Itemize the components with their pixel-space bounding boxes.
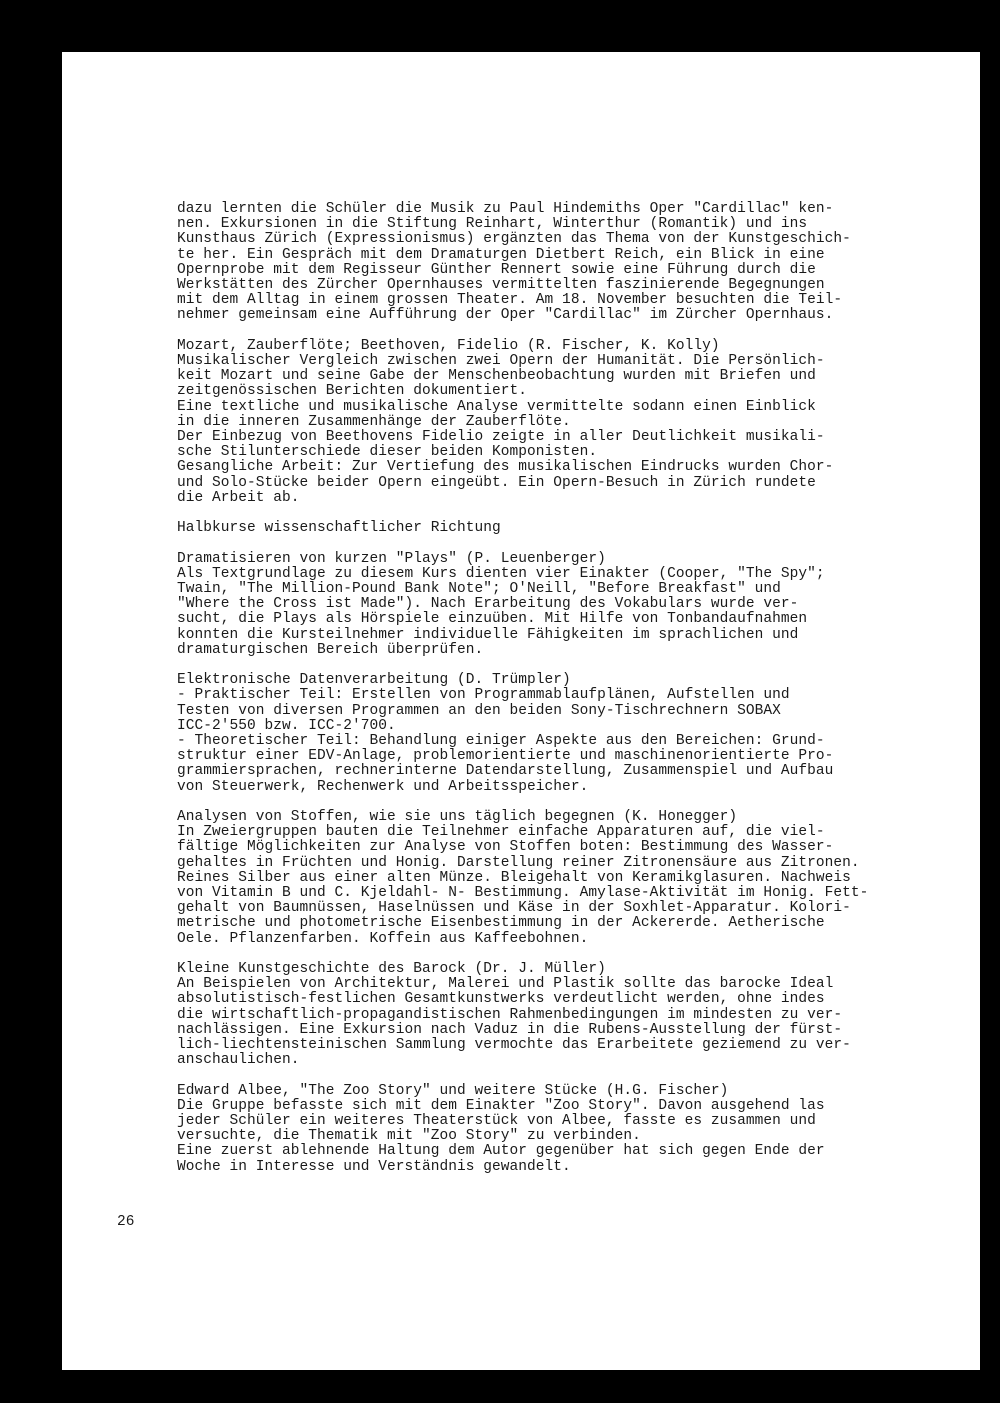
paragraph <box>177 810 917 947</box>
text-line: lich-liechtensteinischen Sammlung vermochte das Erarbeitete geziemend zu ver- <box>177 1037 851 1054</box>
text-line: jeder Schüler ein weiteres Theaterstück von Albee, fasste es zusammen und <box>177 1113 816 1130</box>
text-line: Mozart, Zauberflöte; Beethoven, Fidelio (R. Fischer, K. Kolly) <box>177 337 720 354</box>
text-line: Gesangliche Arbeit: Zur Vertiefung des musikalischen Eindrucks wurden Chor- <box>177 459 834 476</box>
text-line: gehaltes in Früchten und Honig. Darstellung reiner Zitronensäure aus Zitronen. <box>177 854 860 871</box>
text-line: In Zweiergruppen bauten die Teilnehmer einfache Apparaturen auf, die viel- <box>177 824 825 841</box>
text-line: Analysen von Stoffen, wie sie uns täglich begegnen (K. Honegger) <box>177 809 738 826</box>
text-line: Reines Silber aus einer alten Münze. Bleigehalt von Keramikglasuren. Nachweis <box>177 869 851 886</box>
text-line: metrische und photometrische Eisenbestimmung in der Ackererde. Aetherische <box>177 915 825 932</box>
paragraph <box>177 673 917 795</box>
text-line: "Where the Cross ist Made"). Nach Erarbeitung des Vokabulars wurde ver- <box>177 596 799 613</box>
text-line: Werkstätten des Zürcher Opernhauses vermittelten faszinierende Begegnungen <box>177 277 825 294</box>
paragraph <box>177 339 917 506</box>
text-line: struktur einer EDV-Anlage, problemorientierte und maschinenorientierte Pro- <box>177 748 834 765</box>
paragraph <box>177 962 917 1068</box>
text-line: nehmer gemeinsam eine Aufführung der Oper "Cardillac" im Zürcher Opernhaus. <box>177 307 834 324</box>
text-line: konnten die Kursteilnehmer individuelle Fähigkeiten im sprachlichen und <box>177 626 799 643</box>
text-line: keit Mozart und seine Gabe der Menschenbeobachtung wurden mit Briefen und <box>177 368 816 385</box>
text-line: Testen von diversen Programmen an den beiden Sony-Tischrechnern SOBAX <box>177 702 781 719</box>
text-line: ICC-2'550 bzw. ICC-2'700. <box>177 717 396 734</box>
paragraph <box>177 202 917 324</box>
text-line: sche Stilunterschiede dieser beiden Komponisten. <box>177 444 598 461</box>
text-line: Als Textgrundlage zu diesem Kurs dienten vier Einakter (Cooper, "The Spy"; <box>177 565 825 582</box>
text-line: Eine textliche und musikalische Analyse vermittelte sodann einen Einblick <box>177 398 816 415</box>
paragraph <box>177 521 917 536</box>
text-line: fältige Möglichkeiten zur Analyse von Stoffen boten: Bestimmung des Wasser- <box>177 839 834 856</box>
text-line: von Steuerwerk, Rechenwerk und Arbeitsspeicher. <box>177 778 589 795</box>
text-line: Woche in Interesse und Verständnis gewandelt. <box>177 1158 571 1175</box>
text-line: Musikalischer Vergleich zwischen zwei Opern der Humanität. Die Persönlich- <box>177 353 825 370</box>
text-line: grammiersprachen, rechnerinterne Datendarstellung, Zusammenspiel und Aufbau <box>177 763 834 780</box>
text-line: te her. Ein Gespräch mit dem Dramaturgen Dietbert Reich, ein Blick in eine <box>177 246 825 263</box>
text-line: Der Einbezug von Beethovens Fidelio zeigte in aller Deutlichkeit musikali- <box>177 429 825 446</box>
text-line: - Theoretischer Teil: Behandlung einiger Aspekte aus den Bereichen: Grund- <box>177 733 825 750</box>
text-line: dramaturgischen Bereich überprüfen. <box>177 641 484 658</box>
text-line: anschaulichen. <box>177 1052 300 1069</box>
document-body <box>177 202 917 1190</box>
text-line: dazu lernten die Schüler die Musik zu Paul Hindemiths Oper "Cardillac" ken- <box>177 201 834 217</box>
text-line: die wirtschaftlich-propagandistischen Rahmenbedingungen im mindesten zu ver- <box>177 1006 843 1023</box>
text-line: Elektronische Datenverarbeitung (D. Trümpler) <box>177 672 571 689</box>
text-line: Twain, "The Million-Pound Bank Note"; O'Neill, "Before Breakfast" und <box>177 581 781 598</box>
text-line: Eine zuerst ablehnende Haltung dem Autor gegenüber hat sich gegen Ende der <box>177 1143 825 1160</box>
text-line: nen. Exkursionen in die Stiftung Reinhart, Winterthur (Romantik) und ins <box>177 216 808 233</box>
text-line: Kleine Kunstgeschichte des Barock (Dr. J. Müller) <box>177 961 606 978</box>
text-line: sucht, die Plays als Hörspiele einzuüben. Mit Hilfe von Tonbandaufnahmen <box>177 611 808 628</box>
text-line: Die Gruppe befasste sich mit dem Einakter "Zoo Story". Davon ausgehend las <box>177 1097 825 1114</box>
text-line: zeitgenössischen Berichten dokumentiert. <box>177 383 528 400</box>
text-line: in die inneren Zusammenhänge der Zauberflöte. <box>177 413 571 430</box>
page-number: 26 <box>117 1214 135 1230</box>
text-line: mit dem Alltag in einem grossen Theater. Am 18. November besuchten die Teil- <box>177 292 843 309</box>
paragraph <box>177 1084 917 1175</box>
text-line: versuchte, die Thematik mit "Zoo Story" zu verbinden. <box>177 1128 641 1145</box>
document-page <box>62 52 980 1370</box>
text-line: gehalt von Baumnüssen, Haselnüssen und Käse in der Soxhlet-Apparatur. Kolori- <box>177 900 851 917</box>
text-line: Oele. Pflanzenfarben. Koffein aus Kaffeebohnen. <box>177 930 589 947</box>
text-line: Opernprobe mit dem Regisseur Günther Rennert sowie eine Führung durch die <box>177 261 816 278</box>
text-line: Edward Albee, "The Zoo Story" und weitere Stücke (H.G. Fischer) <box>177 1082 729 1099</box>
text-line: und Solo-Stücke beider Opern eingeübt. Ein Opern-Besuch in Zürich rundete <box>177 474 816 491</box>
text-line: An Beispielen von Architektur, Malerei und Plastik sollte das barocke Ideal <box>177 976 834 993</box>
text-line: die Arbeit ab. <box>177 489 300 506</box>
text-line: Halbkurse wissenschaftlicher Richtung <box>177 520 501 537</box>
text-line: nachlässigen. Eine Exkursion nach Vaduz in die Rubens-Ausstellung der fürst- <box>177 1021 843 1038</box>
paragraph <box>177 552 917 658</box>
text-line: von Vitamin B und C. Kjeldahl- N- Bestimmung. Amylase-Aktivität im Honig. Fett- <box>177 885 869 902</box>
text-line: - Praktischer Teil: Erstellen von Programmablaufplänen, Aufstellen und <box>177 687 790 704</box>
text-line: absolutistisch-festlichen Gesamtkunstwerks verdeutlicht werden, ohne indes <box>177 991 825 1008</box>
text-line: Dramatisieren von kurzen "Plays" (P. Leuenberger) <box>177 550 606 567</box>
text-line: Kunsthaus Zürich (Expressionismus) ergänzten das Thema von der Kunstgeschich- <box>177 231 851 248</box>
